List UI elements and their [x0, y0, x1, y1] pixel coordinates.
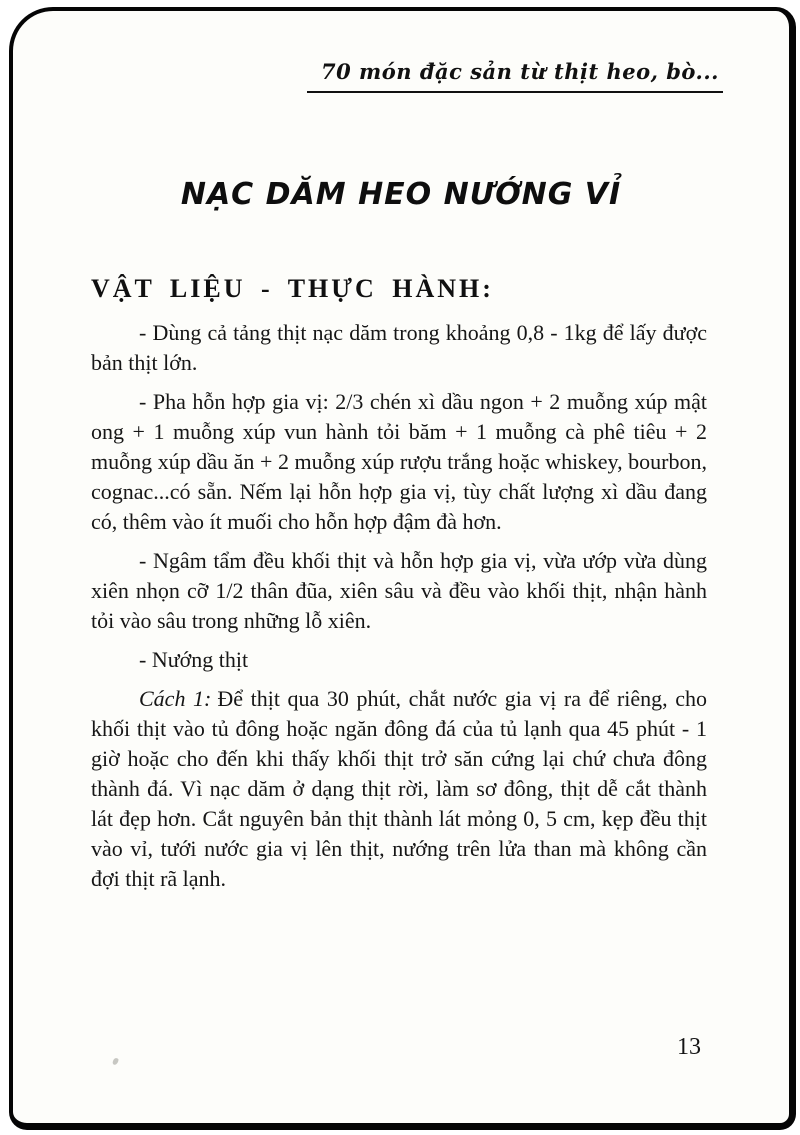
running-header — [13, 59, 789, 93]
paragraph-text: - Nướng thịt — [139, 647, 249, 672]
paragraph-lead: Cách 1: — [139, 686, 212, 711]
body-text — [91, 318, 707, 894]
book-page — [9, 7, 796, 1130]
paragraph — [91, 546, 707, 636]
page-title: NẠC DĂM HEO NƯỚNG VỈ — [180, 177, 622, 212]
scan-artifact — [112, 1057, 119, 1065]
paragraph — [91, 318, 707, 378]
running-header-text: 70 món đặc sản từ thịt heo, bò... — [307, 59, 723, 93]
paragraph-text: - Pha hỗn hợp gia vị: 2/3 chén xì dầu ngon + 2 muỗng xúp mật ong + 1 muỗng xúp vun hành tỏi băm + 1 muỗng cà phê tiêu + 2 muỗng xúp dầu ăn + 2 muỗng xúp rượu trắng hoặc whiskey, bourbon, cognac...có sẵn. Nếm lại hỗn hợp gia vị, tùy chất lượng xì dầu đang có, thêm vào ít muối cho hỗn hợp đậm đà hơn. — [91, 389, 707, 534]
paragraph — [91, 684, 707, 894]
paragraph — [91, 645, 707, 675]
paragraph — [91, 387, 707, 537]
paragraph-text: - Dùng cả tảng thịt nạc dăm trong khoảng 0,8 - 1kg để lấy được bản thịt lớn. — [91, 320, 707, 375]
section-heading: VẬT LIỆU - THỰC HÀNH: — [91, 274, 494, 303]
paragraph-text: - Ngâm tẩm đều khối thịt và hỗn hợp gia vị, vừa ướp vừa dùng xiên nhọn cỡ 1/2 thân đũa, xiên sâu và đều vào khối thịt, nhận hành tỏi vào sâu trong những lỗ xiên. — [91, 548, 707, 633]
page-number: 13 — [677, 1034, 701, 1060]
paragraph-text: Để thịt qua 30 phút, chắt nước gia vị ra để riêng, cho khối thịt vào tủ đông hoặc ngăn đông đá của tủ lạnh qua 45 phút - 1 giờ hoặc cho đến khi thấy khối thịt trở săn cứng lại chứ chưa đông thành đá. Vì nạc dăm ở dạng thịt rời, làm sơ đông, thịt dễ cắt thành lát đẹp hơn. Cắt nguyên bản thịt thành lát mỏng 0, 5 cm, kẹp đều thịt vào vỉ, tưới nước gia vị lên thịt, nướng trên lửa than mà không cần đợi thịt rã lạnh. — [91, 686, 707, 891]
